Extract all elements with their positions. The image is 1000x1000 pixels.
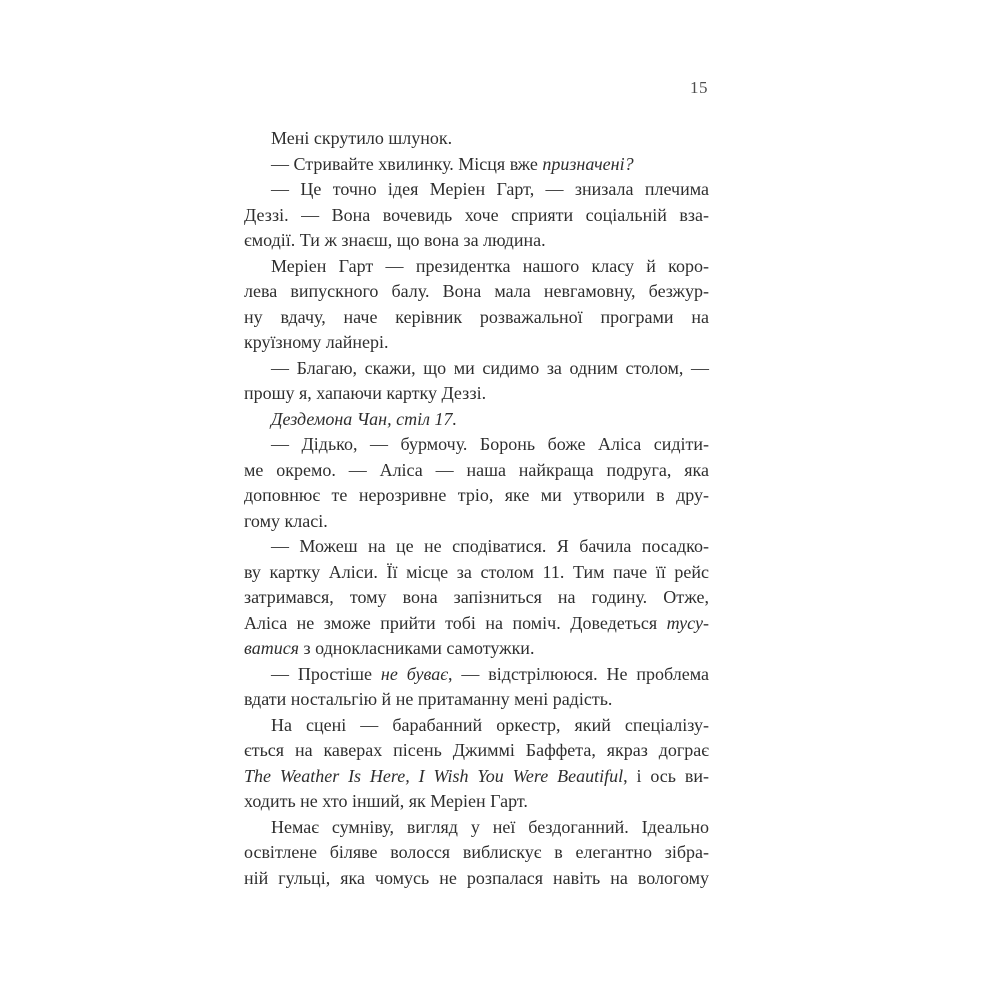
text-segment: Деззі. — Вона вочевидь хоче сприяти соціальній вза- — [244, 204, 709, 225]
text-line — [244, 458, 709, 484]
text-segment: Меріен Гарт — президентка нашого класу й коро- — [271, 255, 709, 276]
text-segment: — Можеш на це не сподіватися. Я бачила посадко- — [271, 536, 709, 556]
text-line — [244, 509, 709, 535]
text-segment: Мені скрутило шлунок. — [271, 128, 453, 148]
text-line — [244, 534, 709, 560]
text-segment-italic: тусу- — [666, 612, 709, 633]
text-line — [244, 152, 709, 178]
text-segment: ходить не хто інший, як Меріен Гарт. — [244, 791, 528, 811]
text-segment: — Дідько, — бурмочу. Боронь боже Аліса сидіти- — [271, 434, 709, 454]
text-segment-italic: не буває — [380, 663, 449, 684]
text-line — [244, 636, 709, 662]
text-segment: лева випускного балу. Вона мала невгамовну, безжур- — [244, 281, 709, 301]
text-line — [244, 203, 709, 229]
text-segment: гому класі. — [244, 510, 328, 531]
text-line — [244, 840, 709, 866]
text-segment: доповнює те нерозривне тріо, яке ми утворили в дру- — [244, 485, 709, 505]
text-segment: — Стривайте хвилинку. Місця вже — [271, 153, 543, 174]
text-segment: ємодії. Ти ж знаєш, що вона за людина. — [244, 230, 546, 250]
text-segment-italic: Дездемона Чан, стіл 17. — [271, 408, 457, 429]
text-segment: ву картку Аліси. Її місце за столом 11. Тим паче її рейс — [244, 561, 709, 582]
text-line — [244, 866, 709, 892]
text-segment: Аліса не зможе прийти тобі на поміч. Доведеться — [244, 612, 667, 633]
text-line — [244, 381, 709, 407]
text-line — [244, 687, 709, 713]
text-segment: ме окремо. — Аліса — наша найкраща подруга, яка — [244, 459, 709, 480]
text-segment: — Це точно ідея Меріен Гарт, — знизала плечима — [271, 179, 709, 199]
text-line — [244, 407, 709, 433]
text-line — [244, 356, 709, 382]
text-segment: ну вдачу, наче керівник розважальної програми на — [244, 306, 709, 327]
text-line — [244, 585, 709, 611]
text-line — [244, 432, 709, 458]
text-segment: — Простіше — [271, 663, 381, 684]
text-line — [244, 305, 709, 331]
text-segment: — Благаю, скажи, що ми сидимо за одним столом, — — [271, 357, 709, 378]
text-line — [244, 279, 709, 305]
text-line — [244, 713, 709, 739]
text-line — [244, 126, 709, 152]
text-segment-italic: ватися — [244, 638, 300, 658]
text-line — [244, 177, 709, 203]
text-segment: , і ось ви- — [623, 765, 709, 786]
text-line — [244, 764, 709, 790]
text-line — [244, 560, 709, 586]
text-segment: круїзному лайнері. — [244, 332, 389, 352]
text-line — [244, 254, 709, 280]
text-segment: ється на каверах пісень Джиммі Баффета, якраз дограє — [244, 740, 709, 760]
page-content-column — [244, 0, 709, 1000]
text-line — [244, 330, 709, 356]
body-text-block — [244, 126, 709, 891]
text-line — [244, 738, 709, 764]
text-line — [244, 483, 709, 509]
text-line — [244, 662, 709, 688]
text-segment: , — відстрілююся. Не проблема — [448, 663, 709, 684]
text-segment: освітлене біляве волосся виблискує в елегантно зібра- — [244, 842, 709, 862]
text-segment: вдати ностальгію й не притаманну мені радість. — [244, 689, 613, 709]
text-segment: затримався, тому вона запізниться на годину. Отже, — [244, 587, 709, 607]
page-number: 15 — [690, 78, 708, 97]
text-line — [244, 789, 709, 815]
text-line — [244, 611, 709, 637]
text-segment: ній гульці, яка чомусь не розпалася навіть на вологому — [244, 867, 709, 888]
text-line — [244, 815, 709, 841]
text-segment-italic: The Weather Is Here, I Wish You Were Beautiful — [244, 765, 624, 786]
text-segment: Немає сумніву, вигляд у неї бездоганний. Ідеально — [271, 816, 709, 837]
text-segment: з однокласниками самотужки. — [299, 638, 535, 658]
text-segment-italic: призначені? — [542, 153, 634, 174]
text-line — [244, 228, 709, 254]
text-segment: прошу я, хапаючи картку Деззі. — [244, 383, 487, 403]
text-segment: На сцені — барабанний оркестр, який спеціалізу- — [271, 714, 709, 735]
